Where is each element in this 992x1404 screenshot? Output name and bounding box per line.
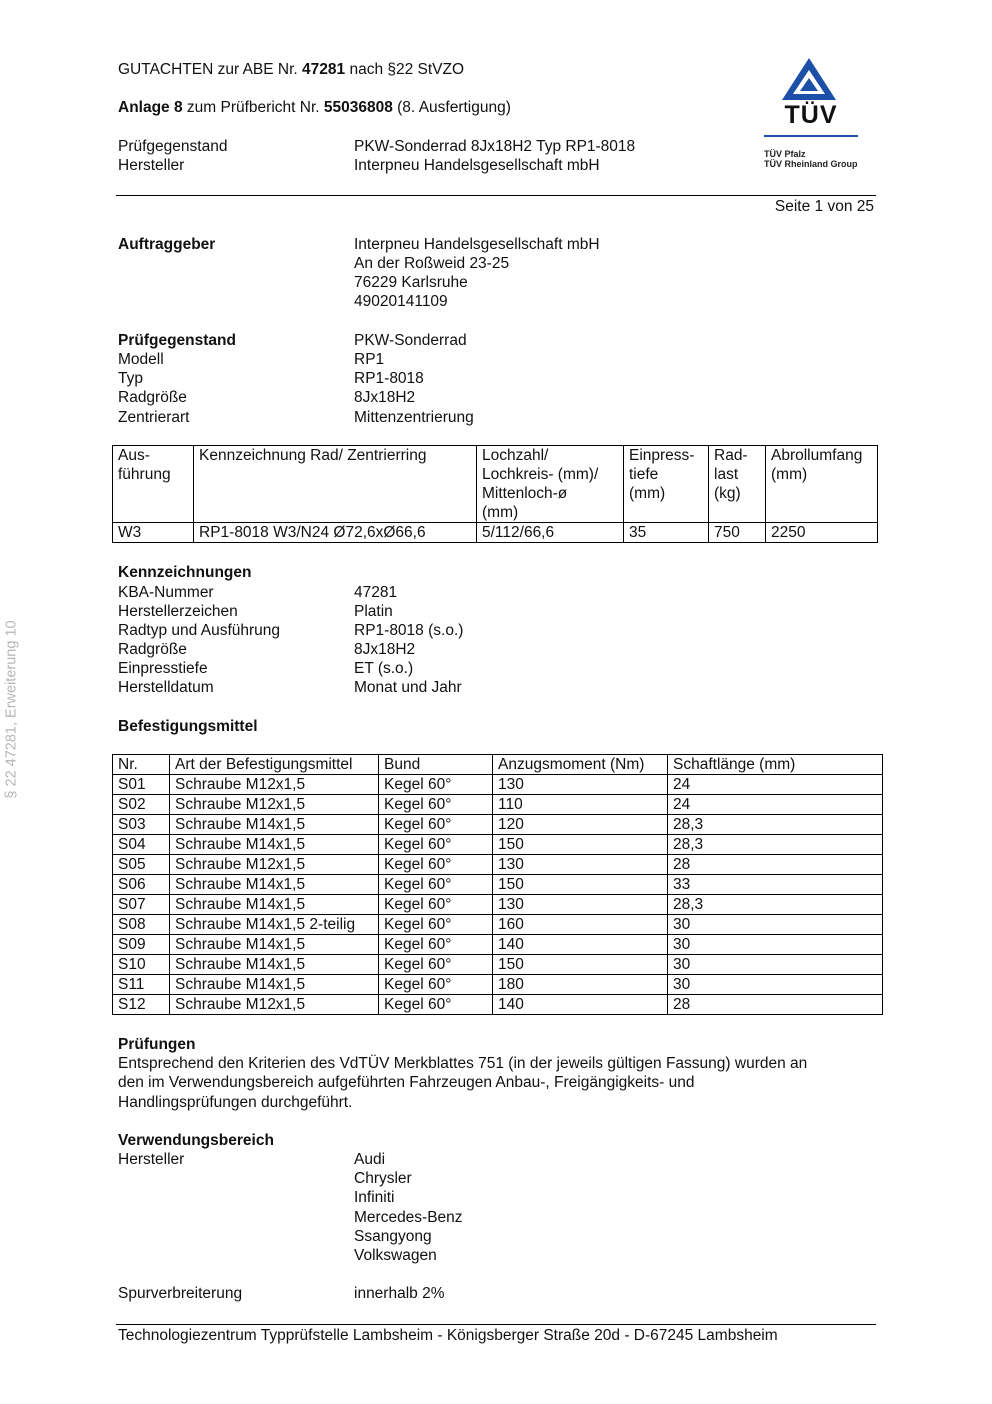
header-rule	[116, 195, 876, 196]
fastener-torque: 150	[493, 955, 668, 975]
table-row	[113, 995, 883, 1015]
table-row	[113, 955, 883, 975]
title-text: GUTACHTEN zur ABE Nr.	[118, 61, 303, 78]
markings-label: Radgröße	[118, 641, 187, 658]
tests-text-line: Entsprechend den Kriterien des VdTÜV Merkblattes 751 (in der jeweils gültigen Fassung) wurden an	[118, 1055, 808, 1072]
logo-divider	[764, 135, 858, 137]
wheel-cell: 35	[624, 523, 709, 543]
wheel-header-marking: Kennzeichnung Rad/ Zentrierring	[194, 446, 477, 523]
wheel-cell: 5/112/66,6	[477, 523, 624, 543]
markings-value: 8Jx18H2	[354, 641, 416, 658]
footer-rule	[116, 1324, 876, 1325]
fastener-length: 24	[668, 775, 883, 795]
size-label: Radgröße	[118, 389, 187, 406]
fastener-length: 30	[668, 955, 883, 975]
list-item: Infiniti	[354, 1189, 395, 1206]
fastener-seat: Kegel 60°	[379, 795, 493, 815]
document-title	[118, 60, 464, 79]
client-label: Auftraggeber	[118, 236, 216, 253]
model-value: RP1	[354, 351, 385, 368]
table-row	[113, 875, 883, 895]
client-name: Interpneu Handelsgesellschaft mbH	[354, 236, 600, 253]
model-label: Modell	[118, 351, 164, 368]
markings-title: Kennzeichnungen	[118, 564, 252, 581]
centering-label: Zentrierart	[118, 409, 190, 426]
header-label-manufacturer: Hersteller	[118, 157, 185, 174]
fastener-length: 28,3	[668, 895, 883, 915]
fastener-seat: Kegel 60°	[379, 975, 493, 995]
fastener-type: Schraube M12x1,5	[170, 855, 379, 875]
fastener-type: Schraube M14x1,5	[170, 875, 379, 895]
table-row	[113, 915, 883, 935]
fastener-torque: 140	[493, 995, 668, 1015]
fastener-seat: Kegel 60°	[379, 775, 493, 795]
tuv-wordmark: TÜV	[784, 101, 838, 129]
fastener-nr: S04	[113, 835, 170, 855]
type-label: Typ	[118, 370, 143, 387]
copy-note: (8. Ausfertigung)	[392, 99, 511, 116]
fastener-torque: 140	[493, 935, 668, 955]
fastener-type: Schraube M14x1,5	[170, 835, 379, 855]
centering-value: Mittenzentrierung	[354, 409, 474, 426]
fastener-seat: Kegel 60°	[379, 895, 493, 915]
fastener-nr: S09	[113, 935, 170, 955]
fastener-seat: Kegel 60°	[379, 955, 493, 975]
fastener-nr: S08	[113, 915, 170, 935]
subject-label: Prüfgegenstand	[118, 332, 236, 349]
list-item: Audi	[354, 1151, 386, 1168]
fastener-length: 33	[668, 875, 883, 895]
abe-number: 47281	[302, 61, 346, 78]
fastener-type: Schraube M14x1,5	[170, 815, 379, 835]
fastener-type: Schraube M14x1,5 2-teilig	[170, 915, 379, 935]
fastener-torque: 180	[493, 975, 668, 995]
fastener-nr: S05	[113, 855, 170, 875]
header-value-subject: PKW-Sonderrad 8Jx18H2 Typ RP1-8018	[354, 138, 636, 155]
fastener-nr: S10	[113, 955, 170, 975]
list-item: Ssangyong	[354, 1228, 432, 1245]
fastener-type: Schraube M14x1,5	[170, 895, 379, 915]
fastener-seat: Kegel 60°	[379, 875, 493, 895]
list-item: Volkswagen	[354, 1247, 437, 1264]
size-value: 8Jx18H2	[354, 389, 416, 406]
side-note	[2, 620, 20, 799]
markings-value: Platin	[354, 603, 393, 620]
markings-label: Radtyp und Ausführung	[118, 622, 281, 639]
header-value-manufacturer: Interpneu Handelsgesellschaft mbH	[354, 157, 600, 174]
header-label-subject: Prüfgegenstand	[118, 138, 228, 155]
fastener-torque: 150	[493, 835, 668, 855]
fastener-length: 28	[668, 855, 883, 875]
appendix-text: zum Prüfbericht Nr.	[182, 99, 324, 116]
tuv-logo	[762, 56, 862, 176]
type-value: RP1-8018	[354, 370, 424, 387]
track-widening-label: Spurverbreiterung	[118, 1285, 243, 1302]
fastener-table	[112, 754, 883, 1015]
fastener-torque: 120	[493, 815, 668, 835]
title-suffix: nach §22 StVZO	[345, 61, 465, 78]
fastener-length: 28	[668, 995, 883, 1015]
fastener-torque: 130	[493, 775, 668, 795]
fastener-type: Schraube M12x1,5	[170, 775, 379, 795]
fastener-nr: S03	[113, 815, 170, 835]
fastener-nr: S07	[113, 895, 170, 915]
fastener-nr: S06	[113, 875, 170, 895]
fastener-nr: S11	[113, 975, 170, 995]
table-row	[113, 835, 883, 855]
wheel-table	[112, 445, 878, 543]
page-number: Seite 1 von 25	[774, 198, 874, 215]
markings-value: 47281	[354, 584, 398, 601]
table-row	[113, 855, 883, 875]
fastener-torque: 130	[493, 895, 668, 915]
list-item: Mercedes-Benz	[354, 1209, 463, 1226]
table-row	[113, 815, 883, 835]
fastener-type: Schraube M14x1,5	[170, 975, 379, 995]
wheel-header-load: Rad- last (kg)	[709, 446, 766, 523]
side-note-text: § 22 47281, Erweiterung 10	[3, 620, 20, 799]
client-street: An der Roßweid 23-25	[354, 255, 510, 272]
markings-value: RP1-8018 (s.o.)	[354, 622, 464, 639]
fastener-torque: 150	[493, 875, 668, 895]
report-number: 55036808	[323, 99, 393, 116]
fastener-header-torque: Anzugsmoment (Nm)	[493, 755, 668, 775]
tests-title: Prüfungen	[118, 1036, 196, 1053]
wheel-cell: 750	[709, 523, 766, 543]
fastener-length: 30	[668, 935, 883, 955]
fastener-seat: Kegel 60°	[379, 815, 493, 835]
fasteners-title: Befestigungsmittel	[118, 718, 258, 735]
table-row	[113, 775, 883, 795]
table-row	[113, 975, 883, 995]
fastener-torque: 110	[493, 795, 668, 815]
tuv-triangle-icon	[762, 56, 862, 106]
markings-label: KBA-Nummer	[118, 584, 214, 601]
fastener-type: Schraube M14x1,5	[170, 935, 379, 955]
subject-value: PKW-Sonderrad	[354, 332, 467, 349]
fastener-seat: Kegel 60°	[379, 935, 493, 955]
fastener-torque: 160	[493, 915, 668, 935]
wheel-cell: 2250	[766, 523, 878, 543]
fastener-seat: Kegel 60°	[379, 835, 493, 855]
markings-value: Monat und Jahr	[354, 679, 462, 696]
table-row	[113, 935, 883, 955]
fastener-seat: Kegel 60°	[379, 915, 493, 935]
markings-label: Herstelldatum	[118, 679, 214, 696]
fastener-header-type: Art der Befestigungsmittel	[170, 755, 379, 775]
fastener-seat: Kegel 60°	[379, 855, 493, 875]
fastener-header-nr: Nr.	[113, 755, 170, 775]
track-widening-value: innerhalb 2%	[354, 1285, 445, 1302]
fastener-torque: 130	[493, 855, 668, 875]
client-id: 49020141109	[354, 293, 448, 310]
fastener-table-header	[113, 755, 883, 775]
appendix-label: Anlage 8	[118, 99, 183, 116]
fastener-header-seat: Bund	[379, 755, 493, 775]
table-row	[113, 523, 878, 543]
fastener-type: Schraube M14x1,5	[170, 955, 379, 975]
fastener-nr: S01	[113, 775, 170, 795]
table-row	[113, 895, 883, 915]
logo-line-2: TÜV Rheinland Group	[764, 159, 858, 169]
tests-text-line: den im Verwendungsbereich aufgeführten Fahrzeugen Anbau-, Freigängigkeits- und	[118, 1074, 695, 1091]
wheel-header-circumference: Abrollumfang (mm)	[766, 446, 878, 523]
fastener-header-length: Schaftlänge (mm)	[668, 755, 883, 775]
markings-label: Herstellerzeichen	[118, 603, 238, 620]
logo-line-1: TÜV Pfalz	[764, 149, 806, 159]
fastener-length: 30	[668, 975, 883, 995]
wheel-header-bolt-pattern: Lochzahl/ Lochkreis- (mm)/ Mittenloch-ø (mm)	[477, 446, 624, 523]
fastener-seat: Kegel 60°	[379, 995, 493, 1015]
wheel-cell: RP1-8018 W3/N24 Ø72,6xØ66,6	[194, 523, 477, 543]
list-item: Chrysler	[354, 1170, 412, 1187]
fastener-length: 28,3	[668, 835, 883, 855]
fastener-length: 30	[668, 915, 883, 935]
appendix-line	[118, 98, 511, 117]
fastener-type: Schraube M12x1,5	[170, 795, 379, 815]
fastener-length: 28,3	[668, 815, 883, 835]
client-city: 76229 Karlsruhe	[354, 274, 468, 291]
markings-label: Einpresstiefe	[118, 660, 208, 677]
wheel-cell: W3	[113, 523, 194, 543]
usage-title: Verwendungsbereich	[118, 1132, 274, 1149]
wheel-header-offset: Einpress- tiefe (mm)	[624, 446, 709, 523]
fastener-nr: S02	[113, 795, 170, 815]
wheel-header-variant: Aus- führung	[113, 446, 194, 523]
fastener-nr: S12	[113, 995, 170, 1015]
fastener-length: 24	[668, 795, 883, 815]
usage-manufacturer-label: Hersteller	[118, 1151, 185, 1168]
fastener-type: Schraube M12x1,5	[170, 995, 379, 1015]
footer-address: Technologiezentrum Typprüfstelle Lambsheim - Königsberger Straße 20d - D-67245 Lambsheim	[118, 1327, 778, 1344]
table-row	[113, 795, 883, 815]
markings-value: ET (s.o.)	[354, 660, 414, 677]
tests-text-line: Handlingsprüfungen durchgeführt.	[118, 1094, 353, 1111]
wheel-table-header	[113, 446, 878, 523]
